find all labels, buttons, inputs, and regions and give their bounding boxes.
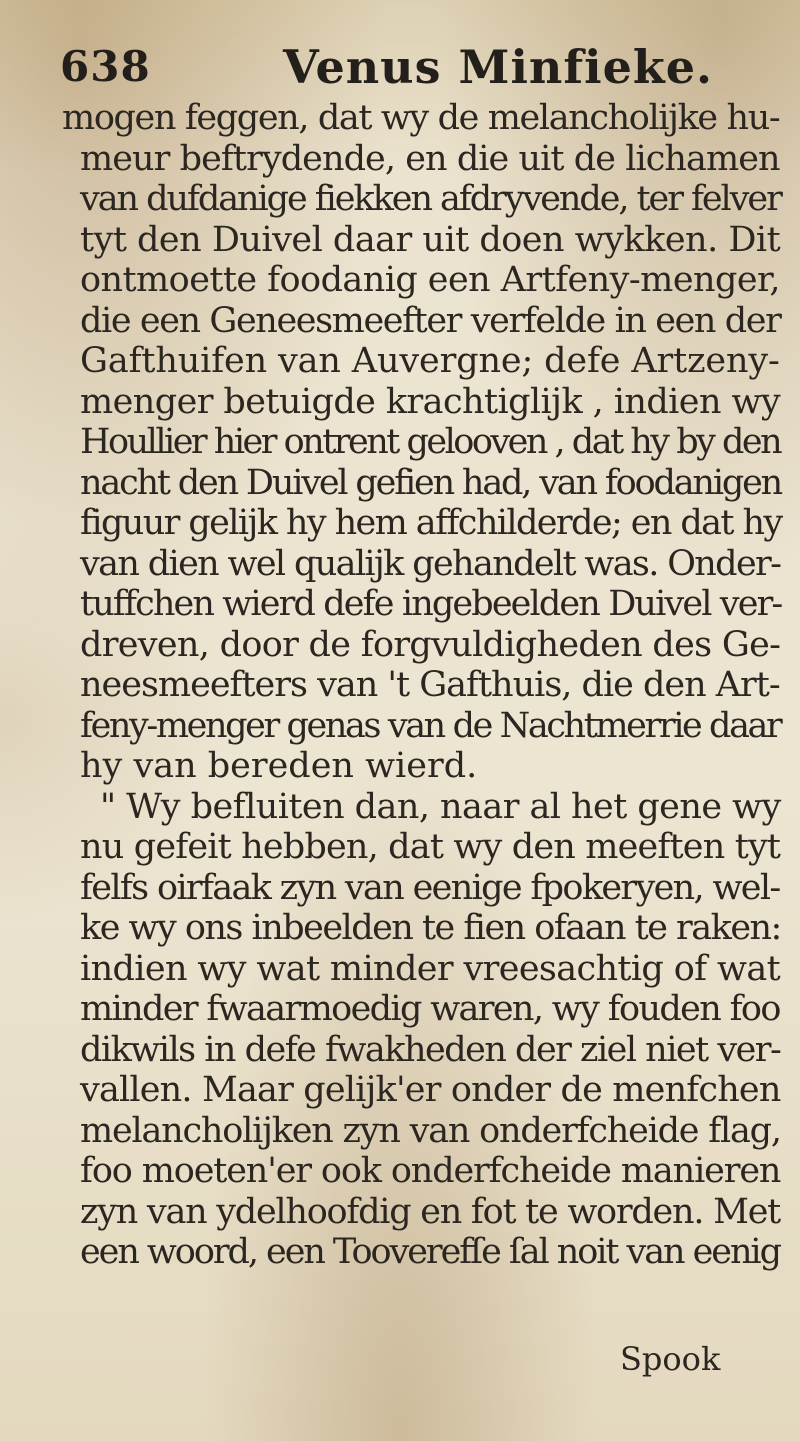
text-line: die een Geneesmeefter verfelde in een der [80, 300, 781, 341]
text-line: dikwils in defe fwakheden der ziel niet ver- [80, 1029, 781, 1070]
text-line: neesmeefters van 't Gafthuis, die den Art- [80, 665, 780, 705]
text-line: nu gefeit hebben, dat wy den meeften tyt [80, 827, 781, 867]
text-line: mogen feggen, dat wy de melancholijke hu- [62, 98, 780, 138]
text-line: van dufdanige fiekken afdryvende, ter felver [80, 179, 781, 219]
text-line: menger betuigde krachtiglijk , indien wy [80, 381, 781, 422]
text-line: figuur gelijk hy hem affchilderde; en dat hy [80, 503, 782, 543]
catchword: Spook [620, 1340, 721, 1378]
text-line: melancholijken zyn van onderfcheide flag, [80, 1110, 781, 1151]
text-line: van dien wel qualijk gehandelt was. Onder- [80, 543, 781, 584]
text-line: ontmoette foodanig een Artfeny-menger, [80, 260, 780, 300]
text-line: dreven, door de forgvuldigheden des Ge- [80, 624, 781, 665]
text-line: foo moeten'er ook onderfcheide manieren [80, 1151, 781, 1191]
text-line: ke wy ons inbeelden te fien ofaan te raken: [80, 908, 781, 948]
text-line: feny-menger genas van de Nachtmerrie daar [80, 705, 781, 746]
text-line: " Wy befluiten dan, naar al het gene wy [100, 786, 781, 827]
running-title: Venus Minfieke. [283, 40, 714, 94]
text-line: Gafthuifen van Auvergne; defe Artzeny- [80, 341, 780, 381]
text-line: vallen. Maar gelijk'er onder de menfchen [80, 1070, 781, 1110]
text-line: een woord, een Tooverefſe ſal noit van eenig [80, 1232, 780, 1272]
page-number: 638 [60, 42, 151, 91]
text-line: felfs oirfaak zyn van eenige fpokeryen, wel- [80, 867, 780, 908]
text-line: tyt den Duivel daar uit doen wykken. Dit [80, 219, 781, 260]
text-line: hy van bereden wierd. [80, 746, 478, 786]
text-line: tuffchen wierd defe ingebeelden Duivel ver- [80, 584, 782, 624]
text-line: nacht den Duivel gefien had, van foodanigen [80, 462, 782, 503]
body-text [40, 98, 782, 1273]
text-line: zyn van ydelhoofdig en fot te worden. Met [80, 1191, 780, 1232]
text-line: minder fwaarmoedig waren, wy fouden foo [80, 989, 780, 1029]
text-line: indien wy wat minder vreesachtig of wat [80, 948, 781, 989]
text-line: meur beftrydende, en die uit de lichamen [80, 138, 780, 179]
text-line: Houllier hier ontrent gelooven , dat hy by den [80, 422, 781, 462]
